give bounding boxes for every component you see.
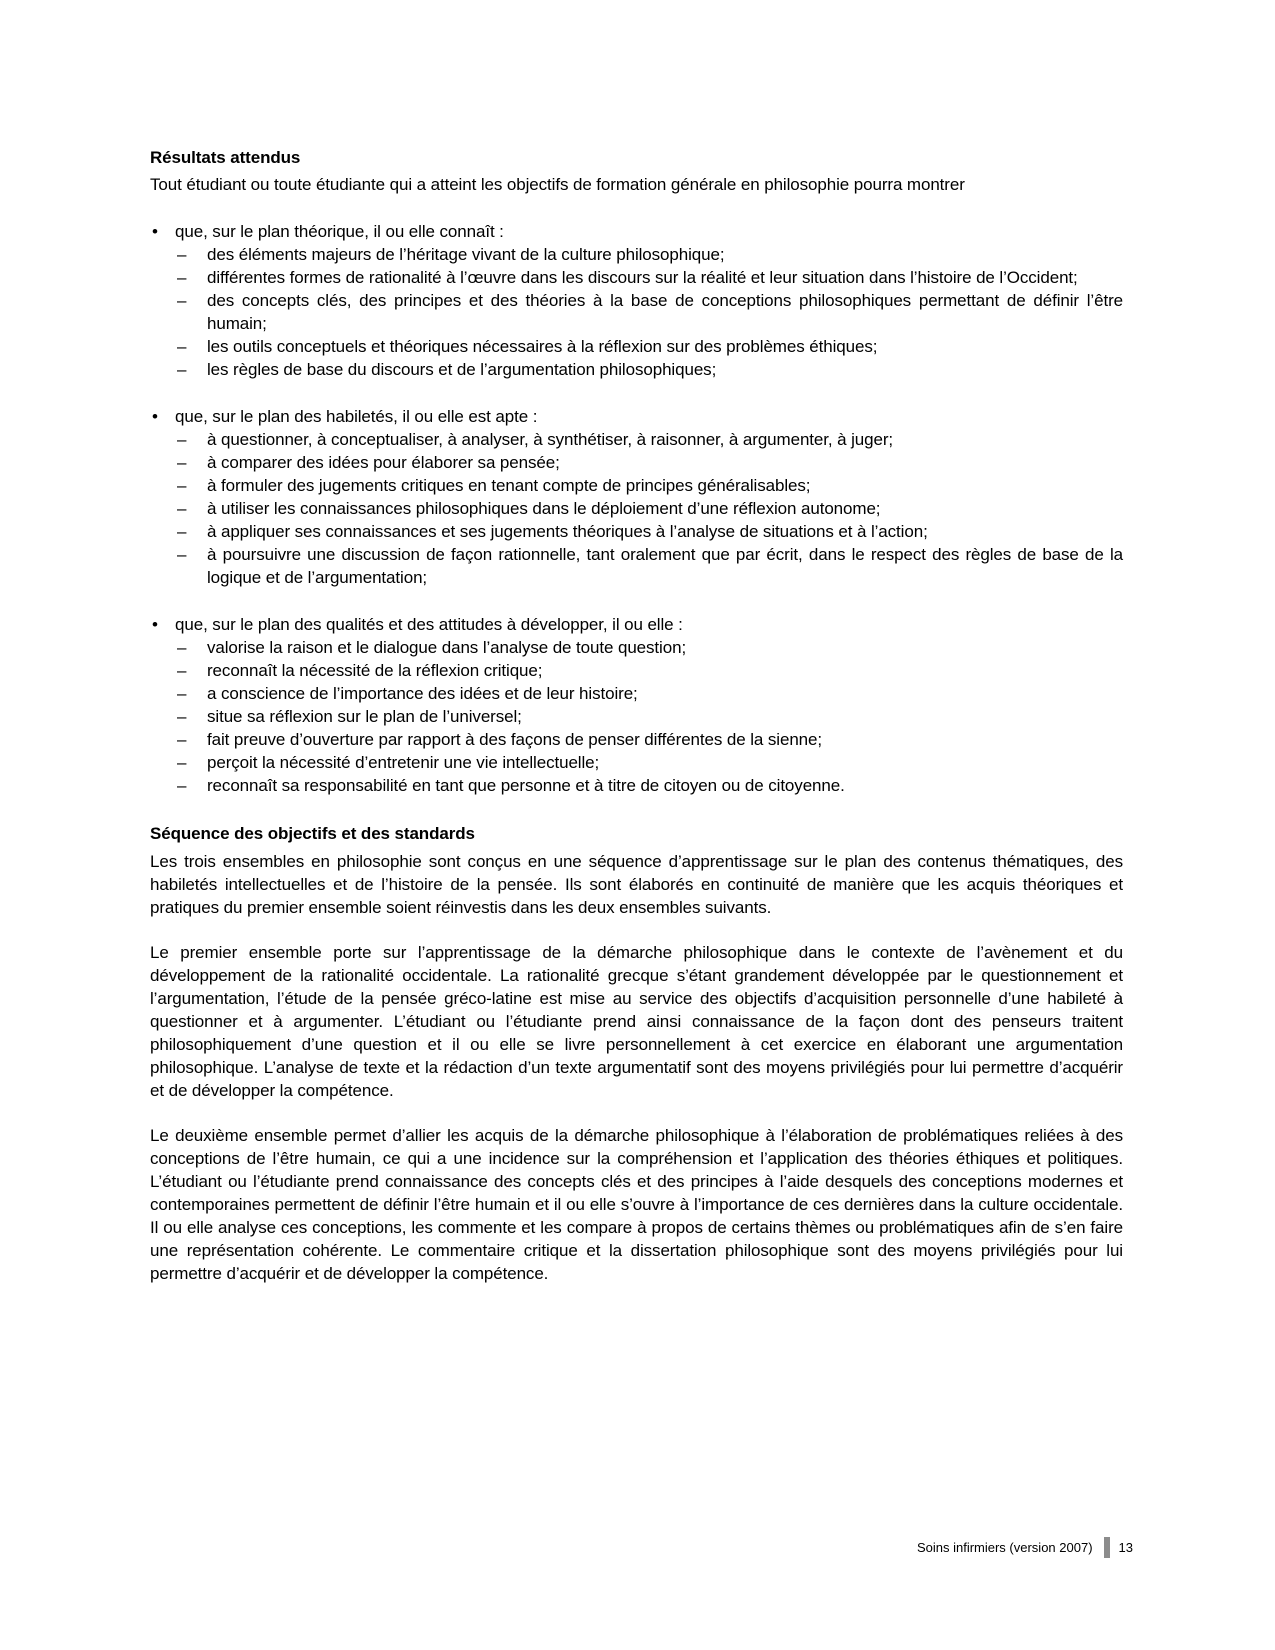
dash-icon: – <box>177 638 187 657</box>
list-item <box>177 266 1123 289</box>
footer-label: Soins infirmiers (version 2007) <box>916 1540 1093 1555</box>
list-item <box>177 774 1123 797</box>
bullet-group-lead: que, sur le plan des habiletés, il ou elle est apte : <box>175 407 538 426</box>
list-item <box>177 543 1123 589</box>
body-paragraph-1: Les trois ensembles en philosophie sont conçus en une séquence d’apprentissage sur le plan des contenus thématiques, des habiletés intellectuelles et de l’histoire de la pensée. Ils sont élaborés en continuité de manière que les acquis théoriques et pratiques du premier ensemble soient réinvestis dans les deux ensembles suivants. <box>150 852 1123 917</box>
list-item <box>177 728 1123 751</box>
list-item-text: à formuler des jugements critiques en tenant compte de principes généralisables; <box>207 476 811 495</box>
dash-icon: – <box>177 707 187 726</box>
list-item <box>177 451 1123 474</box>
heading-resultats-attendus: Résultats attendus <box>150 148 301 167</box>
list-item-text: valorise la raison et le dialogue dans l’analyse de toute question; <box>207 638 687 657</box>
footer-divider-bar <box>1104 1537 1110 1558</box>
list-item <box>177 682 1123 705</box>
list-item <box>177 243 1123 266</box>
list-item <box>177 520 1123 543</box>
page-content <box>150 146 1123 1285</box>
list-item-text: reconnaît la nécessité de la réflexion critique; <box>207 661 543 680</box>
list-item-text: a conscience de l’importance des idées et de leur histoire; <box>207 684 638 703</box>
dash-icon: – <box>177 684 187 703</box>
list-item-text: différentes formes de rationalité à l’œuvre dans les discours sur la réalité et leur situation dans l’histoire de l’Occident; <box>207 268 1078 287</box>
dash-icon: – <box>177 268 187 287</box>
dash-icon: – <box>177 776 187 795</box>
dash-icon: – <box>177 360 187 379</box>
dash-icon: – <box>177 661 187 680</box>
dash-icon: – <box>177 245 187 264</box>
dash-icon: – <box>177 430 187 449</box>
intro-paragraph: Tout étudiant ou toute étudiante qui a atteint les objectifs de formation générale en philosophie pourra montrer <box>150 175 965 194</box>
page-footer <box>917 1537 1133 1558</box>
list-item-text: situe sa réflexion sur le plan de l’universel; <box>207 707 522 726</box>
bullet-group-lead: que, sur le plan des qualités et des attitudes à développer, il ou elle : <box>175 615 683 634</box>
list-item <box>177 659 1123 682</box>
body-paragraph-2: Le premier ensemble porte sur l’apprentissage de la démarche philosophique dans le contexte de l’avènement et du développement de la rationalité occidentale. La rationalité grecque s’étant grandement développée par le questionnement et l’argumentation, l’étude de la pensée gréco-latine est mise au service des objectifs d’acquisition personnelle d’une habileté à questionner et à argumenter. L’étudiant ou l’étudiante prend ainsi connaissance de la façon dont des penseurs traitent philosophiquement d’une question et il ou elle se livre personnellement à cet exercice en élaborant une argumentation philosophique. L’analyse de texte et la rédaction d’un texte argumentatif sont des moyens privilégiés pour lui permettre d’acquérir et de développer la compétence. <box>150 943 1123 1100</box>
list-item <box>177 636 1123 659</box>
heading-sequence-objectifs: Séquence des objectifs et des standards <box>150 824 475 843</box>
bullet-group-habiletes <box>150 405 1123 589</box>
list-item <box>177 358 1123 381</box>
list-item <box>177 428 1123 451</box>
bullet-icon: • <box>152 407 158 426</box>
bullet-icon: • <box>152 615 158 634</box>
dash-icon: – <box>177 499 187 518</box>
dash-icon: – <box>177 337 187 356</box>
dash-icon: – <box>177 753 187 772</box>
list-item-text: fait preuve d’ouverture par rapport à des façons de penser différentes de la sienne; <box>207 730 823 749</box>
list-item-text: à appliquer ses connaissances et ses jugements théoriques à l’analyse de situations et à l’action; <box>207 522 928 541</box>
list-item <box>177 474 1123 497</box>
list-item-text: à comparer des idées pour élaborer sa pensée; <box>207 453 560 472</box>
list-item <box>177 497 1123 520</box>
list-item-text: des éléments majeurs de l’héritage vivant de la culture philosophique; <box>207 245 725 264</box>
list-item <box>177 705 1123 728</box>
bullet-group-qualites <box>150 613 1123 797</box>
list-item-text: perçoit la nécessité d’entretenir une vie intellectuelle; <box>207 753 600 772</box>
bullet-group-theorique <box>150 220 1123 381</box>
dash-icon: – <box>177 476 187 495</box>
list-item <box>177 751 1123 774</box>
dash-icon: – <box>177 453 187 472</box>
bullet-icon: • <box>152 222 158 241</box>
list-item-text: les règles de base du discours et de l’argumentation philosophiques; <box>207 360 717 379</box>
list-item-text: les outils conceptuels et théoriques nécessaires à la réflexion sur des problèmes éthiques; <box>207 337 878 356</box>
body-paragraph-3: Le deuxième ensemble permet d’allier les acquis de la démarche philosophique à l’élaboration de problématiques reliées à des conceptions de l’être humain, ce qui a une incidence sur la compréhension et l’application des théories éthiques et politiques. L’étudiant ou l’étudiante prend connaissance des concepts clés et des principes à l’aide desquels des conceptions modernes et contemporaines permettent de définir l’être humain et il ou elle s’ouvre à l’importance de ces dernières dans la culture occidentale. Il ou elle analyse ces conceptions, les commente et les compare à propos de certains thèmes ou problématiques afin de s’en faire une représentation cohérente. Le commentaire critique et la dissertation philosophique sont des moyens privilégiés pour lui permettre d’acquérir et de développer la compétence. <box>150 1126 1123 1283</box>
list-item-text: des concepts clés, des principes et des théories à la base de conceptions philosophiques permettant de définir l’être humain; <box>207 291 1123 333</box>
page-number: 13 <box>1118 1540 1133 1555</box>
dash-icon: – <box>177 522 187 541</box>
list-item-text: à utiliser les connaissances philosophiques dans le déploiement d’une réflexion autonome; <box>207 499 881 518</box>
list-item-text: à questionner, à conceptualiser, à analyser, à synthétiser, à raisonner, à argumenter, à juger; <box>207 430 894 449</box>
dash-icon: – <box>177 291 187 310</box>
bullet-group-lead: que, sur le plan théorique, il ou elle connaît : <box>175 222 504 241</box>
list-item-text: reconnaît sa responsabilité en tant que personne et à titre de citoyen ou de citoyenne. <box>207 776 845 795</box>
list-item <box>177 335 1123 358</box>
dash-icon: – <box>177 545 187 564</box>
list-item <box>177 289 1123 335</box>
dash-icon: – <box>177 730 187 749</box>
list-item-text: à poursuivre une discussion de façon rationnelle, tant oralement que par écrit, dans le respect des règles de base de la logique et de l’argumentation; <box>207 545 1123 587</box>
